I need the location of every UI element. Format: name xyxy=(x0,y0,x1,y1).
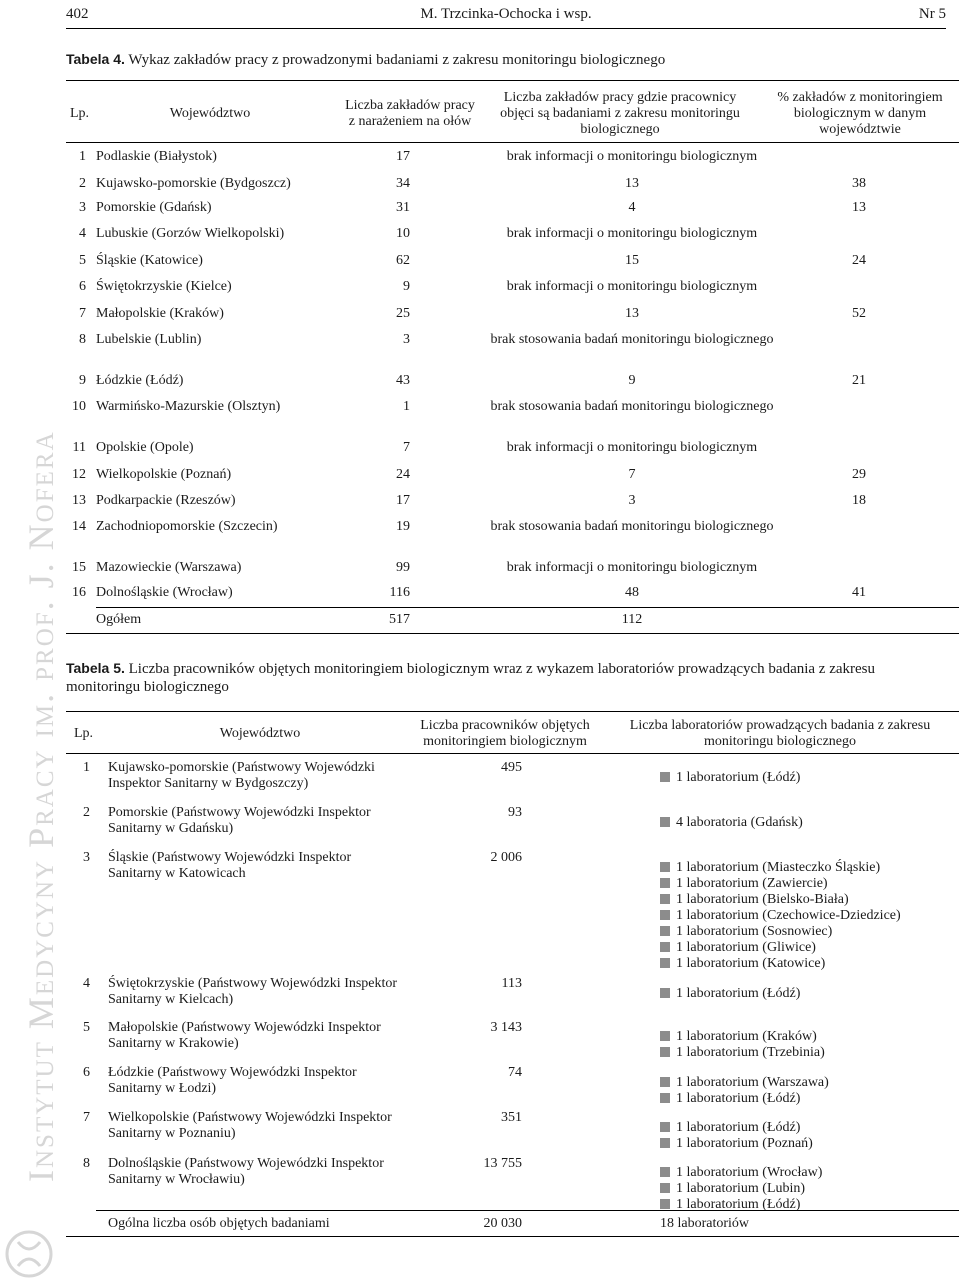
table-row-percent: 29 xyxy=(852,467,866,482)
lab-name: 1 laboratorium (Łódź) xyxy=(676,1197,801,1212)
table-row-lp: 6 xyxy=(83,1065,90,1080)
table-row-lp: 1 xyxy=(83,760,90,775)
table-row-region: Zachodniopomorskie (Szczecin) xyxy=(96,519,278,534)
lab-name: 1 laboratorium (Wrocław) xyxy=(676,1165,823,1180)
table-row-region: Podkarpackie (Rzeszów) xyxy=(96,493,236,508)
table5-total-workers: 20 030 xyxy=(483,1216,522,1231)
bullet-square-icon xyxy=(660,862,670,872)
table-row-monitored: 13 xyxy=(625,306,639,321)
table-row-monitored: 9 xyxy=(628,373,636,388)
table5-caption xyxy=(66,659,946,696)
bullet-square-icon xyxy=(660,1199,670,1209)
table-row-workers: 2 006 xyxy=(490,850,522,865)
lab-name: 1 laboratorium (Kraków) xyxy=(676,1029,817,1044)
table5-top-rule xyxy=(66,711,959,712)
table4-header-rule xyxy=(66,142,959,143)
table-row-exposed: 34 xyxy=(396,176,410,191)
table4-top-rule xyxy=(66,80,959,81)
watermark-text: Instytut Medycyny Pracy im. prof. J. Nofera xyxy=(21,430,61,1182)
table4-header-region: Województwo xyxy=(169,106,251,121)
table-row-region: Inspektor Sanitarny w Bydgoszczy) xyxy=(108,776,309,791)
table-row-lp: 9 xyxy=(79,373,86,388)
table-row-lp: 11 xyxy=(72,440,86,455)
table-row-exposed: 62 xyxy=(396,253,410,268)
table-row-region: Wielkopolskie (Państwowy Wojewódzki Inspektor xyxy=(108,1110,392,1125)
table-row-percent: 41 xyxy=(852,585,866,600)
bullet-square-icon xyxy=(660,942,670,952)
table-row-monitored: brak informacji o monitoringu biologicznym xyxy=(506,149,758,164)
table-row-monitored: brak stosowania badań monitoringu biologicznego xyxy=(490,519,774,534)
lab-name: 1 laboratorium (Bielsko-Biała) xyxy=(676,892,849,907)
table5-caption-text: Liczba pracowników objętych monitoringiem biologicznym wraz z wykazem laboratoriów prowadzących badania z zakresu monitoringu biologicznego xyxy=(66,661,876,695)
table-row-lp: 1 xyxy=(79,149,86,164)
table-row-lp: 15 xyxy=(72,560,86,575)
table-row-exposed: 7 xyxy=(403,440,410,455)
lab-name: 1 laboratorium (Lubin) xyxy=(676,1181,806,1196)
table4-bottom-rule xyxy=(66,633,959,634)
lab-list-item xyxy=(660,1045,825,1061)
table-row-lp: 14 xyxy=(72,519,86,534)
table-row-lp: 8 xyxy=(79,332,86,347)
lab-list-item xyxy=(660,1075,829,1091)
lab-list-item xyxy=(660,1120,800,1136)
table-row-monitored: 48 xyxy=(625,585,639,600)
lab-name: 1 laboratorium (Katowice) xyxy=(676,956,826,971)
table-row-exposed: 24 xyxy=(396,467,410,482)
table-row-exposed: 31 xyxy=(396,200,410,215)
table-row-region: Sanitarny w Krakowie) xyxy=(108,1036,239,1051)
table-row-region: Wielkopolskie (Poznań) xyxy=(96,467,232,482)
lab-name: 1 laboratorium (Warszawa) xyxy=(676,1075,829,1090)
table-row-lp: 12 xyxy=(72,467,86,482)
table4-total-exposed: 517 xyxy=(389,612,410,627)
table5-header-workers: monitoringiem biologicznym xyxy=(423,734,587,749)
table-row-exposed: 17 xyxy=(396,149,410,164)
table-row-region: Śląskie (Państwowy Wojewódzki Inspektor xyxy=(108,850,352,865)
table-row-percent: 18 xyxy=(852,493,866,508)
table-row-region: Sanitarny w Wrocławiu) xyxy=(108,1172,245,1187)
table-row-percent: 13 xyxy=(852,200,866,215)
table-row-lp: 7 xyxy=(79,306,86,321)
table-row-monitored: 13 xyxy=(625,176,639,191)
lab-name: 1 laboratorium (Łódź) xyxy=(676,986,801,1001)
table-row-region: Łódzkie (Łódź) xyxy=(96,373,184,388)
table5-header-labs: Liczba laboratoriów prowadzących badania z zakresu xyxy=(629,718,931,733)
table-row-exposed: 17 xyxy=(396,493,410,508)
table-row-exposed: 116 xyxy=(389,585,410,600)
table4-header-percent: biologicznym w danym xyxy=(793,106,927,121)
table5-header-region: Województwo xyxy=(219,726,301,741)
bullet-square-icon xyxy=(660,958,670,968)
table-row-region: Dolnośląskie (Wrocław) xyxy=(96,585,233,600)
lab-list-item xyxy=(660,860,880,876)
bullet-square-icon xyxy=(660,1047,670,1057)
table4-total-monitored: 112 xyxy=(621,612,643,627)
lab-list-item xyxy=(660,876,828,892)
lab-name: 1 laboratorium (Poznań) xyxy=(676,1136,813,1151)
bullet-square-icon xyxy=(660,988,670,998)
table-row-monitored: brak informacji o monitoringu biologicznym xyxy=(506,279,758,294)
table-row-lp: 2 xyxy=(83,805,90,820)
bullet-square-icon xyxy=(660,772,670,782)
table-row-region: Kujawsko-pomorskie (Państwowy Wojewódzki xyxy=(108,760,375,775)
lab-list-item xyxy=(660,1091,800,1107)
bullet-square-icon xyxy=(660,1167,670,1177)
table-row-monitored: brak informacji o monitoringu biologicznym xyxy=(506,560,758,575)
bullet-square-icon xyxy=(660,1031,670,1041)
lab-list-item xyxy=(660,1181,805,1197)
table-row-monitored: 3 xyxy=(628,493,636,508)
table-row-lp: 4 xyxy=(79,226,86,241)
table-row-lp: 3 xyxy=(83,850,90,865)
table-row-region: Lubuskie (Gorzów Wielkopolski) xyxy=(96,226,285,241)
table5-total-labs: 18 laboratoriów xyxy=(660,1216,750,1231)
table-row-monitored: brak stosowania badań monitoringu biologicznego xyxy=(490,332,774,347)
table4-total-rule xyxy=(96,607,959,608)
bullet-square-icon xyxy=(660,1183,670,1193)
table-row-region: Pomorskie (Państwowy Wojewódzki Inspektor xyxy=(108,805,371,820)
lab-name: 1 laboratorium (Łódź) xyxy=(676,770,801,785)
lab-name: 1 laboratorium (Miasteczko Śląskie) xyxy=(676,860,881,875)
bullet-square-icon xyxy=(660,926,670,936)
table-row-region: Śląskie (Katowice) xyxy=(96,253,203,268)
table-row-region: Sanitarny w Łodzi) xyxy=(108,1081,217,1096)
lab-name: 4 laboratoria (Gdańsk) xyxy=(676,815,803,830)
institute-logo-icon xyxy=(4,1222,54,1280)
table-row-monitored: 15 xyxy=(625,253,639,268)
bullet-square-icon xyxy=(660,1138,670,1148)
running-title: M. Trzcinka-Ochocka i wsp. xyxy=(420,6,592,22)
table-row-workers: 113 xyxy=(501,976,522,991)
table-row-exposed: 25 xyxy=(396,306,410,321)
table4-header-lp: Lp. xyxy=(70,106,90,121)
table-row-region: Sanitarny w Katowicach xyxy=(108,866,246,881)
table5-header-lp: Lp. xyxy=(74,726,94,741)
issue-number: Nr 5 xyxy=(918,6,946,22)
table5-total-label: Ogólna liczba osób objętych badaniami xyxy=(108,1216,330,1231)
lab-list-item xyxy=(660,1029,817,1045)
bullet-square-icon xyxy=(660,817,670,827)
lab-list-item xyxy=(660,956,825,972)
table-row-region: Kujawsko-pomorskie (Bydgoszcz) xyxy=(96,176,291,191)
table5-header-workers: Liczba pracowników objętych xyxy=(420,718,590,733)
table-row-percent: 21 xyxy=(852,373,866,388)
table-row-monitored: brak informacji o monitoringu biologicznym xyxy=(506,226,758,241)
lab-list-item xyxy=(660,815,803,831)
table-row-monitored: 4 xyxy=(628,200,636,215)
lab-list-item xyxy=(660,892,849,908)
lab-name: 1 laboratorium (Zawiercie) xyxy=(676,876,828,891)
table-row-exposed: 43 xyxy=(396,373,410,388)
table-row-workers: 351 xyxy=(501,1110,522,1125)
table4-header-percent: % zakładów z monitoringiem xyxy=(777,90,943,105)
bullet-square-icon xyxy=(660,1077,670,1087)
table-row-lp: 7 xyxy=(83,1110,90,1125)
table-row-workers: 74 xyxy=(508,1065,522,1080)
lab-name: 1 laboratorium (Sosnowiec) xyxy=(676,924,833,939)
table-row-lp: 5 xyxy=(83,1020,90,1035)
table-row-region: Łódzkie (Państwowy Wojewódzki Inspektor xyxy=(108,1065,357,1080)
table-row-region: Sanitarny w Gdańsku) xyxy=(108,821,234,836)
table-row-region: Warmińsko-Mazurskie (Olsztyn) xyxy=(96,399,281,414)
table-row-workers: 93 xyxy=(508,805,522,820)
lab-name: 1 laboratorium (Łódź) xyxy=(676,1091,801,1106)
table-row-region: Sanitarny w Kielcach) xyxy=(108,992,234,1007)
table-row-lp: 16 xyxy=(72,585,86,600)
table-row-region: Mazowieckie (Warszawa) xyxy=(96,560,242,575)
table-row-lp: 13 xyxy=(72,493,86,508)
table-row-region: Podlaskie (Białystok) xyxy=(96,149,217,164)
bullet-square-icon xyxy=(660,878,670,888)
lab-list-item xyxy=(660,1136,813,1152)
table-row-region: Lubelskie (Lublin) xyxy=(96,332,202,347)
table-row-lp: 3 xyxy=(79,200,86,215)
table5-bottom-rule xyxy=(66,1236,959,1237)
table-row-monitored: brak informacji o monitoringu biologicznym xyxy=(506,440,758,455)
table-row-percent: 52 xyxy=(852,306,866,321)
table4-header-percent: województwie xyxy=(819,122,901,137)
lab-list-item xyxy=(660,770,800,786)
table-row-percent: 38 xyxy=(852,176,866,191)
page-number: 402 xyxy=(66,6,89,22)
table-row-exposed: 10 xyxy=(396,226,410,241)
table-row-exposed: 19 xyxy=(396,519,410,534)
table-row-region: Opolskie (Opole) xyxy=(96,440,194,455)
lab-list-item xyxy=(660,986,800,1002)
table-row-region: Dolnośląskie (Państwowy Wojewódzki Inspektor xyxy=(108,1156,384,1171)
table-row-percent: 24 xyxy=(852,253,866,268)
table4-header-monitored: Liczba zakładów pracy gdzie pracownicy xyxy=(503,90,737,105)
table-row-lp: 10 xyxy=(72,399,86,414)
table4-total-label: Ogółem xyxy=(96,612,142,627)
lab-name: 1 laboratorium (Łódź) xyxy=(676,1120,801,1135)
lab-list-item xyxy=(660,908,901,924)
table-row-workers: 13 755 xyxy=(483,1156,522,1171)
table5-total-rule xyxy=(96,1210,959,1211)
bullet-square-icon xyxy=(660,1122,670,1132)
table-row-workers: 495 xyxy=(501,760,522,775)
table-row-monitored: 7 xyxy=(628,467,636,482)
bullet-square-icon xyxy=(660,910,670,920)
table-row-region: Sanitarny w Poznaniu) xyxy=(108,1126,236,1141)
lab-name: 1 laboratorium (Czechowice-Dziedzice) xyxy=(676,908,901,923)
lab-name: 1 laboratorium (Trzebinia) xyxy=(676,1045,825,1060)
table-row-region: Świętokrzyskie (Państwowy Wojewódzki Inspektor xyxy=(108,976,398,991)
table4-label: Tabela 4. xyxy=(66,51,125,67)
table-row-region: Małopolskie (Kraków) xyxy=(96,306,224,321)
table-row-monitored: brak stosowania badań monitoringu biologicznego xyxy=(490,399,774,414)
table-row-exposed: 1 xyxy=(403,399,410,414)
table4-header-monitored: objęci są badaniami z zakresu monitoringu xyxy=(500,106,740,121)
table-row-lp: 6 xyxy=(79,279,86,294)
lab-list-item xyxy=(660,940,816,956)
table-row-lp: 5 xyxy=(79,253,86,268)
table-row-workers: 3 143 xyxy=(490,1020,522,1035)
table-row-exposed: 9 xyxy=(403,279,410,294)
table-row-region: Małopolskie (Państwowy Wojewódzki Inspektor xyxy=(108,1020,381,1035)
table5-label: Tabela 5. xyxy=(66,660,125,676)
table-row-lp: 2 xyxy=(79,176,86,191)
table4-header-exposed: z narażeniem na ołów xyxy=(348,114,472,129)
table-row-region: Pomorskie (Gdańsk) xyxy=(96,200,212,215)
table5-header-rule xyxy=(66,753,959,754)
table4-caption xyxy=(66,50,946,69)
table-row-lp: 8 xyxy=(83,1156,90,1171)
lab-list-item xyxy=(660,924,832,940)
bullet-square-icon xyxy=(660,1093,670,1103)
bullet-square-icon xyxy=(660,894,670,904)
table4-header-monitored: biologicznego xyxy=(580,122,660,137)
table-row-lp: 4 xyxy=(83,976,90,991)
lab-list-item xyxy=(660,1165,822,1181)
table-row-exposed: 99 xyxy=(396,560,410,575)
table-row-exposed: 3 xyxy=(403,332,410,347)
lab-name: 1 laboratorium (Gliwice) xyxy=(676,940,816,955)
table5-header-labs: monitoringu biologicznego xyxy=(703,734,857,749)
table-row-region: Świętokrzyskie (Kielce) xyxy=(96,279,232,294)
table4-header-exposed: Liczba zakładów pracy xyxy=(345,98,475,113)
table4-caption-text: Wykaz zakładów pracy z prowadzonymi badaniami z zakresu monitoringu biologicznego xyxy=(128,52,666,68)
page-header xyxy=(66,6,946,29)
